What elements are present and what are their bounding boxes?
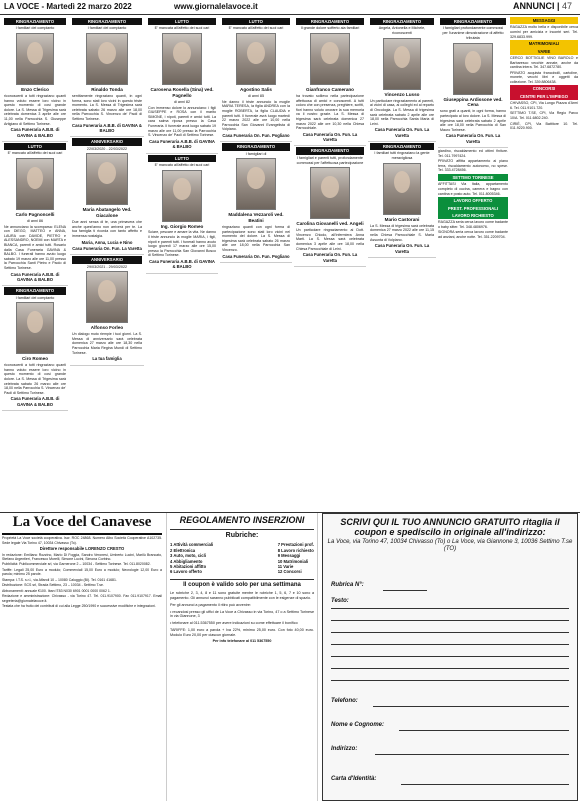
card-dates: 29/03/2021 - 29/03/2022 [86,264,128,269]
card-subtitle: E' mancato all'affetto dei suoi cari [228,26,284,31]
masthead-box [2,513,162,801]
text-label: Testo: [331,598,349,604]
deceased-name: Carlo Pagnoncelli [15,212,55,217]
column-5 [294,17,366,509]
deceased-name: Rinaldo Tonda [91,87,123,93]
classified-ad: CIRIÈ, CPI, Via Battitore 10. Tel. 011.9220.900. [510,121,578,131]
deceased-name: Ing. Giorgio Romeo [160,223,204,229]
card-bar: LUTTO [148,155,216,162]
obituary-card [220,142,292,263]
card-subtitle: Il grande dolore sofferto aia familiari [300,26,360,31]
page-header [0,0,580,15]
text-field-line[interactable] [331,668,569,669]
rubric-item: 4 Abbigliamento [170,558,203,564]
phone-label: Telefono: [331,698,358,704]
portrait-photo [162,170,203,222]
masthead-text: Stampa: I.T.S. s.r.l., via Alfaroli 10 – 10080 Caluggio (BI). Tel. 0161 41681. [2,577,117,582]
card-bar: RINGRAZIAMENTO [440,18,506,25]
card-bar: RINGRAZIAMENTO [4,18,66,25]
card-bar: RINGRAZIAMENTO [370,143,434,150]
phone-field[interactable] [373,706,569,707]
card-signature: La tua famiglia [92,356,122,362]
card-text: Due anni senza di te, una primavera che anche quest'anno non arriverà per te. La tua famiglia ti ricorda con tanto affetto e immensa nostalgia. [72,220,142,238]
column-6 [368,17,436,509]
card-signature: Casa Funeraria On. Fun. Pogliano [222,253,290,259]
coupon-address: La Voce, via Torino 47, 10034 Chivasso (To) o La Voce, via Giannone 3, 10036 Settimo T.se (TO) [327,538,573,552]
portrait-photo [86,33,128,85]
masthead-text: In redazione: Emiliano Rozzino, Mario Di Foggia, Sandro Veronesi, Umberto Lucini, Marilù Brancato, Stefano Argentieri, Francesco Morelli, Simone Lucini, Simona Corbino. [2,552,162,561]
card-signature: Casa Funeraria On. Fun. Pogliano [222,132,290,138]
section-bar: LAVORO OFFERTO [438,197,508,204]
obituary-card [220,17,292,142]
rules-phone: Per info telefonare al 011 5367550 [212,639,272,644]
section-bar: MATRIMONIALI [510,40,578,47]
deceased-name: Ciro Romeo [21,356,49,362]
section-bar: CENTRI PER L'IMPIEGO [510,93,578,100]
coupon-validity: Il coupon è valido solo per una settimana [170,579,314,590]
rules-text: • recandosi presso gli uffici de La Voce a Chivasso in via Torino, 47 o a Settimo Torinese in via Giannone, 3 [170,609,314,619]
card-signature: Casa Funeraria A.B.B. di GAVINA & BALBO [149,138,215,150]
card-subtitle: I familiari del compianto [15,295,55,300]
card-bar: RINGRAZIAMENTO [370,18,434,25]
rubric-field[interactable] [383,590,427,591]
masthead-text: Proprietà La Voce società cooperativa. Iscr. ROC 24868. Numero Albo Società Cooperative A102735. Sede legale Via Torino 47, 10034 Chivasso (To). [2,536,162,545]
card-text: Un dialogo muto riempie i tuoi giorni. La S. Messa di anniversario sarà celebrata domenica 27 marzo alle ore 18,30 nella Parrocchia Maria Regina Mundi di Settimo Torinese. [72,332,142,355]
deceased-name: Vincenzo Lusso [384,91,420,97]
card-text: ha trovato sollievo nella partecipazione affettuosa di amici e conoscenti. A tutti coloro che con presenza, preghiere, scritti, fiori hanno voluto onorare la sua memoria va il nostro grazie. La S. Messa di trigesima sarà celebrata domenica 27 marzo 2022 alle ore 10,30 nella Chiesa Parrocchiale. [296,93,364,131]
deceased-name: Maria Abatangelo Ved. Giacalone [82,207,132,219]
card-subtitle: I familiari tutti ringraziano la gente meravigliosa [374,151,430,161]
card-subtitle: E' mancata all'affetto dei suoi cari [154,26,210,31]
section-bar: VARIE [510,48,578,55]
rubric-item: 5 Abitazioni affitto [170,563,207,569]
address-field[interactable] [375,754,569,755]
card-signature: Casa Funeraria On. Fun. La Varetta [374,243,430,254]
column-2 [70,17,144,509]
classified-ad: CERCO BOTTIGLIE VINO BAROLO e Barbaresco vecchie annate, anche da cantina intera. Tel. 347.6872780. [510,55,578,70]
coupon-title: SCRIVI QUI IL TUO ANNUNCIO GRATUITO ritaglia il coupon e spediscilo in originale all'indirizzo: [340,517,560,538]
obituary-card [438,17,508,148]
text-field-line[interactable] [331,656,569,657]
rules-title: REGOLAMENTO INSERZIONI [170,513,314,530]
obituary-card [294,17,366,146]
rubric-item: 10 Matrimoniali [277,558,309,564]
card-signature: Casa Funeraria A.B.B. di GAVINA & BALBO [149,259,215,270]
masthead-text: Distribuzione: SCS srl, Strada Settimo, 23 – 10034 - Settimo T.se. [2,583,104,588]
obituary-card [368,142,436,258]
masthead-text: Testata che ha fruito dei contributi di cui alla Legge 250/1990 e successive modifiche e integrazioni. [2,604,156,609]
card-subtitle: E' mancato all'affetto dei suoi cari [154,162,210,167]
deceased-age: di anni 85 [248,93,264,98]
card-signature: Casa Funeraria A.B.B. di GAVINA & BALBO [72,122,142,133]
card-text: Sciare, pescare e amare la vita. Ne danno il triste annuncio la moglie MARIA, i figli, nipoti e parenti tutti. I funerali hanno avuto luogo giovedì 17 marzo alle ore 15,00 presso la Parrocchia San Giovanni Bosco di Settimo Torinese. [148,230,216,258]
rubric-list [170,542,314,574]
obituary-card [294,146,366,266]
header-url[interactable]: www.giornalelavoce.it [174,2,258,11]
deceased-name: Giuseppina Ardissone ved. Cena [443,96,503,108]
card-signature: Casa Funeraria On. Fun. La Varetta [302,131,358,143]
obituary-card [146,154,218,274]
card-text: La S. Messa di trigesima sarà celebrata domenica 27 marzo 2022 alle ore 11,15 nella Chiesa Parrocchiale S. Maria Assunta di Volpiano. [370,223,434,242]
portrait-photo [453,43,493,95]
coupon-form [322,513,578,801]
classified-ad: SIGNORA seria cerca lavoro come badante ad anziani, anche notte. Tel. 351.2209704. [438,230,508,240]
classified-ad: CHIVASSO, CPI, Via Lungo Piazza d'Armi 6. Tel. 011.9101.720. [510,101,578,110]
text-field-line[interactable] [331,680,569,681]
card-subtitle: I famigliari di [245,151,267,156]
rubric-label: Rubrica N°: [331,582,364,588]
text-field-line[interactable] [331,620,569,621]
masthead-text: Tariffe: Legali 25,00 Euro a modulo; Commerciali 15,00 Euro a modulo; Necrologie 12,00 Euro a parola; minimo 25 parole. [2,567,162,577]
page-number: 47 [561,1,572,11]
card-text: Con immenso dolore lo annunciano: i figli GIUSEPPE e ROSA con il marito SIMONE, i nipoti, parenti e amici tutti. La cara salma riposa presso la Casa Funeraria. Il funerale avrà luogo sabato 19 marzo alle ore 11,00 presso la Parrocchia S. Vincenzo de' Paoli di Settimo Torinese. [148,105,216,138]
obituary-card [2,142,68,286]
column-7 [438,17,508,509]
portrait-photo [383,38,421,90]
portrait-photo [16,302,53,354]
classified-ad: PRIVATO acquista francobolli, cartoline, monete, vecchi libri e oggetti da collezione. Tel. 339.8806438. [510,70,578,84]
rubric-item: 11 Varie [277,563,294,569]
portrait-photo [236,33,277,85]
card-bar: RINGRAZIAMENTO [296,18,364,25]
masthead-title: La Voce del Canavese [2,513,162,535]
card-bar: LUTTO [222,18,290,25]
card-text: sentitamente ringraziano quanti, in ogni forma, sono stati loro vicini in questo triste momento. La S. Messa di Trigesima sarà celebrata sabato 26 marzo alle ore 18,00 nella Parrocchia S. Vincenzo de' Paoli di Settimo Torinese. [72,93,142,121]
obituary-card [2,17,68,142]
card-signature: Casa Funeraria On. Fun. La Varetta [302,252,358,263]
rules-text: Le rubriche 2, 3, 4, 8 e 11 sono gratuite mentre le rubriche 1, 5, 6, 7 e 10 sono a pagamento. Gli annunci saranno pubblicati compatibilmente con le esigenze di spazio. [170,591,314,601]
card-bar: RINGRAZIAMENTO [296,147,364,154]
portrait-photo [236,158,277,210]
obituary-card [70,137,144,255]
column-8 [510,17,578,509]
classified-ad: PRIVATO affitta appartamento ai piano terra, riscaldamento autonomo, no spese. Tel. 333.4728456. [438,159,508,173]
column-1 [2,17,68,509]
column-4 [220,17,292,509]
rubric-item: 3 Auto, moto, cicli [170,553,206,559]
obituary-card [146,17,218,154]
card-signature: Casa Funeraria A.B.B. di GAVINA & BALBO [10,271,60,282]
classified-ad: giardino, riscaldamento ed ottimi finiture. Tel. 011.7997424. [438,149,508,158]
card-subtitle: I familiari del compianto [15,26,55,31]
card-text: riconoscenti a tutti ringraziano quanti hanno voluto essere loro vicino in questo momento di così grande dolore. La S. Messa di Trigesima sarà celebrata sabato 26 marzo alle ore 18,00 nella Parrocchia S. Vincenzo de' Paoli di Settimo Torinese. [4,363,66,395]
card-signature: Casa Funeraria On. Fun. La Varetta [72,245,142,251]
card-bar: ANNIVERSARIO [72,256,142,263]
text-field-line[interactable] [331,644,569,645]
card-bar: RINGRAZIAMENTO [222,143,290,150]
rules-text: Per gli annunci a pagamento il ritiro può avvenire: [170,602,251,607]
obituary-card [2,286,68,411]
deceased-name: Alfonso Forleo [90,325,124,331]
card-text: sono grati a quanti, in ogni forma, hanno partecipato al loro dolore. La S. Messa di trigesima sarà celebrata sabato 2 aprile alle ore 18,00 nella Parrocchia di San Mauro Torinese. [440,109,506,132]
card-dates: 22/03/2020 - 22/03/2022 [86,146,128,151]
rubric-item: 8 Lavoro richiesto [277,547,314,553]
classified-ad: AFFITTASI Via Italia, appartamento completo di cucina, camera e bagno con cantina e posto auto. Tel. 011.8005346. [438,182,508,196]
deceased-name: Mario Castorani [384,216,420,222]
card-bar: LUTTO [148,18,216,25]
card-signature: Casa Funeraria On. Fun. La Varetta [445,133,501,144]
header-section: ANNUNCI | 47 [512,1,572,11]
text-field-line[interactable] [331,608,569,609]
id-card-label: Carta d'Identità: [331,776,377,782]
masthead-text: Redazione e amministrazione: Chivasso - via Torino 47. Tel. 011.9107900. Fax 011.9107917. Email segreteria@giornalelavoce.it. [2,594,162,603]
deceased-age: di anni 86 [27,218,43,223]
section-bar: MESSAGGI [510,17,578,24]
card-subtitle: I famigliari e parenti tutti, profondamente commossi per l'affettuosa partecipazione [296,155,364,165]
rules-text: TARIFFE: 1,00 euro a parola + Iva 22%, minimo 25,00 euro. Con foto 40,00 euro. Modulo Euro 20,00 per ciascun giornale. [170,627,314,637]
card-bar: LUTTO [4,143,66,150]
rubric-item: 1 Attività commerciali [170,542,214,548]
card-text: ringraziano quanti con ogni forma di partecipazione sono stati loro vicini nel momento del dolore. La S. Messa di trigesima sarà celebrata sabato 26 marzo alle ore 18,00 nella Parrocchia San Vincenzo. [222,225,290,253]
rubric-item: 7 Prestazioni prof. [277,542,314,548]
card-signature: Maria, Anna, Lucia e Nino [81,239,133,245]
text-field-line[interactable] [331,632,569,633]
rules-subtitle: Rubriche: [225,531,259,539]
card-signature: Casa Funeraria A.B.B. di GAVINA & BALBO [10,396,60,407]
section-bar: CONCORSI [510,85,578,92]
card-text: Ne annunciano la scomparsa: ELENA con DIEGO, MATTEO e ANNA, LAURA con DAVIDE, PIETRO e ALESSANDRO, NOEMI con MARTA e BIANCA, parenti e amici tutti. Rosario dalla Casa Funeraria GAVINA & BALBO. I funerali hanno avuto luogo sabato 19 marzo alle ore 11,00 presso la Parrocchia Santi Pietro e Paolo di Settimo Torinese. [4,224,66,270]
obituary-card [368,17,436,142]
name-field[interactable] [399,730,569,731]
id-card-field[interactable] [401,784,569,785]
rubric-item: 2 Elettronica [170,547,196,553]
card-text: Ne danno il triste annuncio la moglie MARIA TERESA, la figlia ANDREA con la moglie ROBERTA, la figlia CLAUDIA e parenti tutti. Il funerale avrà luogo martedì 22 marzo 2022 alle ore 10,00 nella Parrocchia San Giovanni Evangelista di Volpiano. [222,99,290,132]
card-subtitle: I familiari del compianto [87,26,127,31]
card-bar: ANNIVERSARIO [72,138,142,145]
deceased-name: Agostino Salis [240,87,272,93]
portrait-photo [383,163,421,215]
classified-ad: RAGAZZA seria cerca lavoro come badante o baby sitter. Tel. 348.4806976. [438,220,508,229]
masthead-director: Direttore responsabile LORENZO CRESTO [39,546,125,552]
section-bar: PREST. PROFESSIONALI [438,205,508,212]
portrait-photo [16,33,53,85]
address-label: Indirizzo: [331,746,358,752]
deceased-name: Enzo Clerico [21,87,49,93]
deceased-name: Carolina Giovanelli ved. Angeli [296,221,364,227]
rubric-item: 6 Lavoro offerto [170,569,202,575]
card-subtitle: I famigliari profondamente commossi per l'unanime dimostrazione di affetto tributata [442,26,504,40]
rules-text: • telefonare al 011.5367550 per avere indicazioni su come effettuare il bonifico [170,621,298,626]
card-text: Un particolare ringraziamento ai parenti, ai vicini di casa, ai colleghi ed al reparto di Oncologia. La S. Messa di trigesima sarà celebrata sabato 2 aprile alle ore 18,00 nella Parrocchia Santa Maria di Leinì. [370,98,434,126]
column-3 [146,17,218,509]
card-subtitle: Angela, Antonella e Michele, riconoscenti [378,26,426,36]
classified-ad: RAGAZZA molto bella e disponibile cerca uomini per amicizia e incontri seri. Tel. 329.6833.999. [510,25,578,39]
masthead-text: Pubblicità: Publicommerciale srl, via Garnerone 2 – 10034 - Settimo Torinese. Tel. 011.8020082. [2,562,151,567]
deceased-name: Maddalena Vezzaroli ved. Beatini [228,212,284,224]
portrait-photo [86,271,128,323]
card-signature: Casa Funeraria A.B.B. di GAVINA & BALBO [10,127,60,138]
header-left: LA VOCE - Martedì 22 marzo 2022 [4,2,132,11]
card-bar: RINGRAZIAMENTO [4,287,66,294]
rules-box [166,513,318,801]
card-signature: Casa Funeraria On. Fun. La Varetta [374,127,430,138]
deceased-name: Carosena Rosella (Sina) ved. Pagnello [150,87,214,98]
rubric-item: 9 Messaggi [277,553,301,559]
classified-ad: SETTIMO T.SE, CPI, Via Regio Parco 10/A. Tel. 011.6802.240. [510,111,578,120]
section-bar: SETTIMO TORINESE [438,174,508,181]
card-text: riconoscenti a tutti ringraziano quanti hanno voluto essere loro vicino in questo momento di così grande dolore. La S. Messa di Trigesima sarà celebrata domenica 3 aprile alle ore 11,00 nella Parrocchia S. Giuseppe Artigiano di Settimo Torinese. [4,93,66,126]
portrait-photo [16,158,53,210]
masthead-text: Abbonamenti: annuale €100. Iban IT83 N030 6901 0001 0000 0062 1. [2,588,111,593]
portrait-photo [310,33,351,85]
rubric-item: 12 Concorsi [277,569,302,575]
obituary-card [70,17,144,137]
name-label: Nome e Cognome: [331,722,385,728]
card-subtitle: E' mancato all'affetto dei suoi cari [7,151,63,156]
portrait-photo [86,153,128,205]
deceased-age: di anni 82 [174,99,190,104]
deceased-name: Gianfranco Camerano [306,87,354,93]
obituary-card [70,255,144,365]
portrait-photo [162,33,203,85]
card-text: Un particolare ringraziamento ai Dott. Vincenzo Chiodo, all'infermiera Anna Marti. La S. Messa sarà celebrata domenica 3 aprile alle ore 18,00 nella Chiesa Parrocchiale di Leinì. [296,228,364,251]
card-bar: RINGRAZIAMENTO [72,18,142,25]
portrait-photo [310,167,351,219]
section-bar: LAVORO RICHIESTO [438,212,508,219]
